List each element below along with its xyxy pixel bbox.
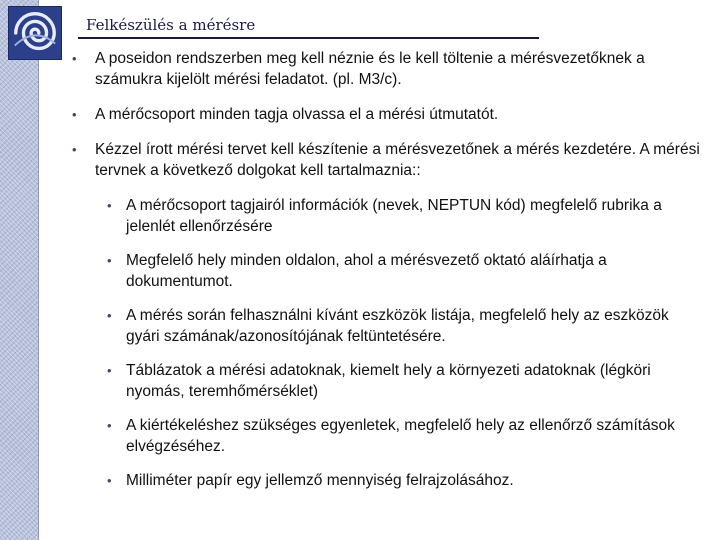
title-underline (78, 37, 539, 39)
sub-bullet-dot: • (107, 418, 112, 433)
bullet-text: A poseidon rendszerben meg kell néznie és le kell töltenie a mérésvezetőknek a számukra kijelölt mérési feladatot. (pl. M3/c). (95, 50, 645, 88)
sub-bullet-list (95, 195, 702, 491)
sub-bullet-item (95, 195, 702, 237)
bullet-item (72, 104, 702, 125)
sub-bullet-text: Milliméter papír egy jellemző mennyiség felrajzolásához. (126, 472, 514, 489)
sub-bullet-item (95, 360, 702, 402)
sub-bullet-text: Megfelelő hely minden oldalon, ahol a mérésvezető oktató aláírhatja a dokumentumot. (126, 252, 607, 290)
sub-bullet-dot: • (107, 363, 112, 378)
bullet-text: Kézzel írott mérési tervet kell készítenie a mérésvezetőnek a mérés kezdetére. A mérési tervnek a következő dolgokat kell tartalmaznia:: (95, 141, 700, 179)
sub-bullet-dot: • (107, 253, 112, 268)
sub-bullet-item (95, 305, 702, 347)
bullet-item (72, 48, 702, 90)
slide-content (72, 48, 702, 505)
sub-bullet-text: Táblázatok a mérési adatoknak, kiemelt hely a környezeti adatoknak (légköri nyomás, teremhőmérséklet) (126, 362, 651, 400)
decorative-side-band (0, 0, 39, 540)
sub-bullet-text: A kiértékeléshez szükséges egyenletek, megfelelő hely az ellenőrző számítások elvégzéséhez. (126, 417, 675, 455)
sub-bullet-item (95, 415, 702, 457)
bullet-text: A mérőcsoport minden tagja olvassa el a mérési útmutatót. (95, 106, 499, 123)
swirl-logo-icon (8, 6, 62, 60)
sub-bullet-item (95, 470, 702, 491)
sub-bullet-text: A mérés során felhasználni kívánt eszközök listája, megfelelő hely az eszközök gyári számának/azonosítójának feltüntetésére. (126, 307, 669, 345)
bullet-item (72, 139, 702, 491)
sub-bullet-dot: • (107, 308, 112, 323)
sub-bullet-item (95, 250, 702, 292)
bullet-dot: • (72, 142, 77, 157)
bullet-dot: • (72, 107, 77, 122)
bullet-dot: • (72, 51, 77, 66)
sub-bullet-text: A mérőcsoport tagjairól információk (nevek, NEPTUN kód) megfelelő rubrika a jelenlét ellenőrzésére (126, 197, 662, 235)
sub-bullet-dot: • (107, 473, 112, 488)
sub-bullet-dot: • (107, 198, 112, 213)
slide-title: Felkészülés a mérésre (86, 16, 256, 34)
